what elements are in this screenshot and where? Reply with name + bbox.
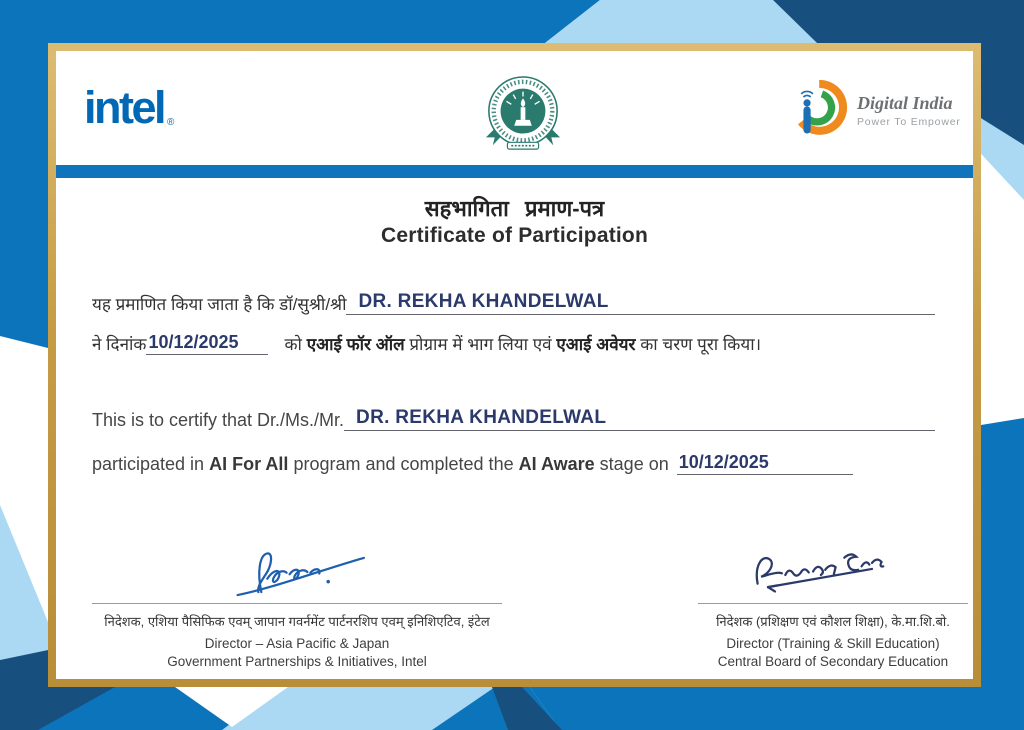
english-line1-label: This is to certify that Dr./Ms./Mr. xyxy=(92,410,345,430)
recipient-name-hindi-line: DR. REKHA KHANDELWAL xyxy=(346,291,935,315)
header-divider-bar xyxy=(56,165,973,178)
hindi-line-2 xyxy=(92,332,935,355)
english-line2-c: stage on xyxy=(599,454,669,474)
stage-name-english: AI Aware xyxy=(518,454,595,474)
signature-block-intel xyxy=(92,549,502,669)
intel-logo-text: intel xyxy=(84,82,165,133)
english-line2-sentence xyxy=(92,454,669,475)
cbse-emblem-icon xyxy=(484,72,562,158)
hindi-line2-sentence xyxy=(284,332,761,355)
left-role: Director – Asia Pacific & Japan xyxy=(204,636,390,651)
digital-india-tagline: Power To Empower xyxy=(857,115,961,128)
right-role: Director (Training & Skill Education) xyxy=(726,636,940,651)
program-name-english: AI For All xyxy=(209,454,289,474)
hindi-line2-a: को xyxy=(284,335,302,354)
title-english: Certificate of Participation xyxy=(381,224,648,247)
left-org: Government Partnerships & Initiatives, Intel xyxy=(167,654,427,669)
title-hindi: सहभागिता प्रमाण-पत्र xyxy=(424,196,605,221)
signature-line-right xyxy=(698,603,968,604)
digital-india-title: Digital India xyxy=(857,93,953,114)
left-caption-hindi: निदेशक, एशिया पैसिफिक एवम् जापान गवर्नमेंट पार्टनरशिप एवम् इनिशिएटिव, इंटेल xyxy=(104,614,490,629)
signature-line-left xyxy=(92,603,502,604)
english-line-2 xyxy=(92,452,769,475)
date-hindi-line: 10/12/2025 xyxy=(146,332,268,355)
registered-mark-icon: ® xyxy=(167,117,175,128)
digital-india-logo xyxy=(794,80,961,142)
date-english-line: 10/12/2025 xyxy=(677,452,853,475)
intel-logo xyxy=(84,82,175,133)
certificate-frame xyxy=(48,43,981,687)
right-org: Central Board of Secondary Education xyxy=(717,654,949,669)
certificate-body xyxy=(56,51,973,679)
hindi-line2-label: ने दिनांक xyxy=(92,335,147,354)
cbse-director-signature-icon xyxy=(728,549,938,601)
english-line-1 xyxy=(92,407,935,431)
hindi-line2-c: का चरण पूरा किया। xyxy=(640,335,762,354)
intel-director-signature-icon xyxy=(182,549,412,601)
english-line2-a: participated in xyxy=(92,454,205,474)
hindi-line-1 xyxy=(92,291,935,315)
program-name-hindi: एआई फॉर ऑल xyxy=(306,335,405,354)
signature-block-cbse xyxy=(698,549,968,669)
digital-india-text xyxy=(857,94,961,128)
hindi-line1-label: यह प्रमाणित किया जाता है कि डॉ/सुश्री/श्री xyxy=(92,295,347,314)
stage-name-hindi: एआई अवेयर xyxy=(556,335,636,354)
digital-india-mark-icon xyxy=(794,80,848,142)
cbse-logo xyxy=(484,72,562,163)
hindi-line2-b: प्रोग्राम में भाग लिया एवं xyxy=(409,335,552,354)
english-line2-b: program and completed the xyxy=(293,454,514,474)
recipient-name-english-line: DR. REKHA KHANDELWAL xyxy=(344,407,935,431)
right-caption-hindi: निदेशक (प्रशिक्षण एवं कौशल शिक्षा), के.मा.शि.बो. xyxy=(716,614,950,629)
